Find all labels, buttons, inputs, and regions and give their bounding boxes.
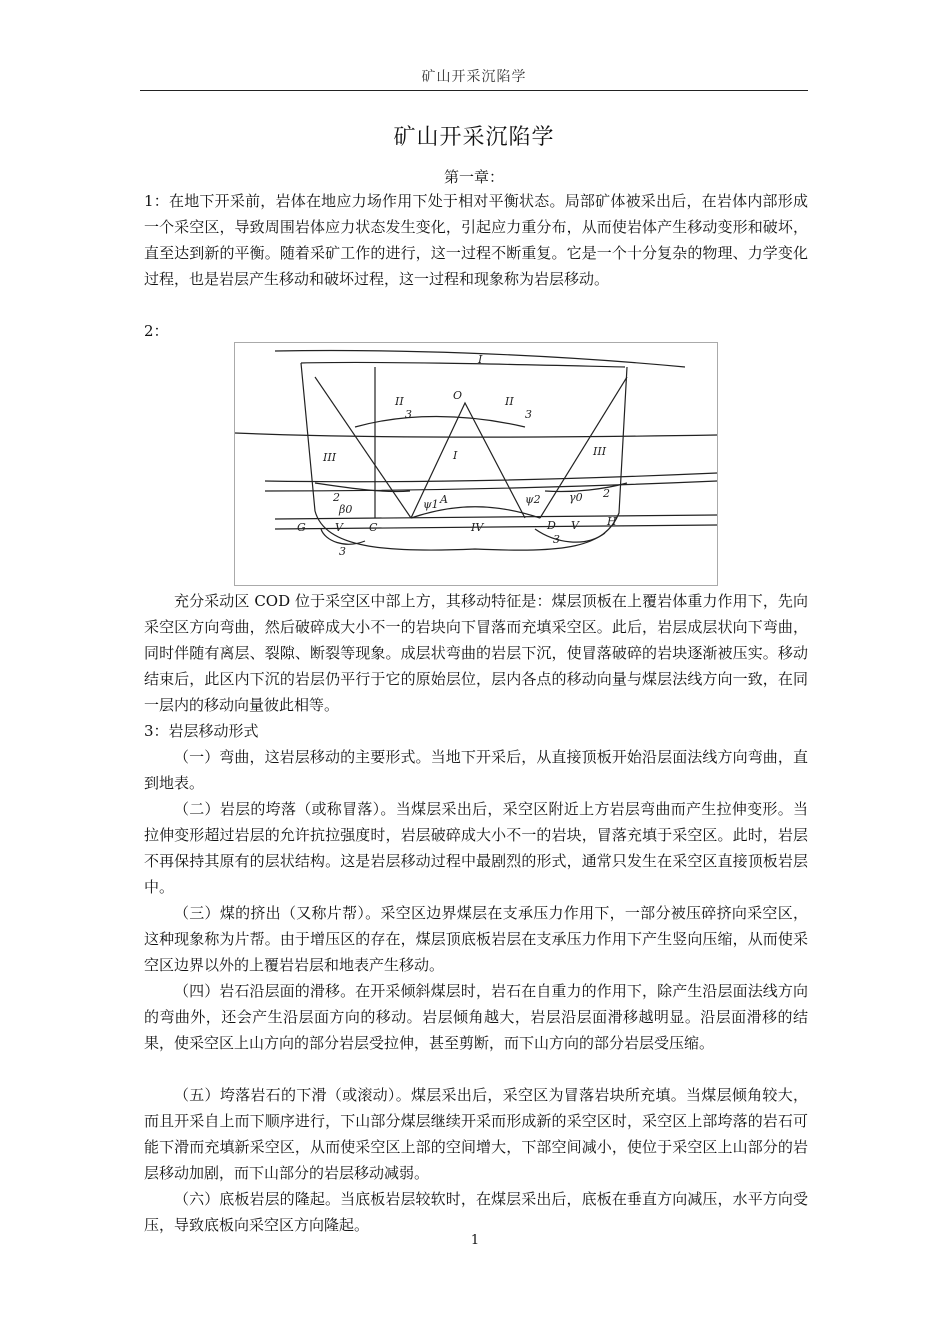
svg-text:H: H [607, 515, 617, 528]
header-rule [140, 90, 808, 91]
svg-text:A: A [440, 493, 448, 506]
chapter-heading: 第一章： [443, 168, 504, 186]
page-number: 1 [470, 1233, 480, 1248]
svg-text:2: 2 [603, 487, 610, 500]
svg-text:V: V [335, 521, 343, 534]
section-3-item-3: （三）煤的挤出（又称片帮）。采空区边界煤层在支承压力作用下，一部分被压碎挤向采空区，这种现象称为片帮。由于增压区的存在，煤层顶底板岩层在支承压力作用下产生竖向压缩，从而使采空区边界以外的上覆岩岩层和地表产生移动。 [144, 904, 808, 974]
section-2-paragraph: 充分采动区 COD 位于采空区中部上方，其移动特征是：煤层顶板在上覆岩体重力作用下，先向采空区方向弯曲，然后破碎成大小不一的岩块向下冒落而充填采空区。此后，岩层成层状向下弯曲，同时伴随有离层、裂隙、断裂等现象。成层状弯曲的岩层下沉，使冒落破碎的岩块逐渐被压实。移动结束后，此区内下沉的岩层仍平行于它的原始层位，层内各点的移动向量与煤层法线方向一致，在同一层内的移动向量彼此相等。 [144, 592, 808, 714]
svg-text:II: II [505, 395, 514, 408]
strata-movement-figure [234, 342, 718, 586]
running-header: 矿山开采沉陷学 [421, 69, 527, 85]
svg-text:III: III [593, 445, 607, 458]
svg-text:ψ1: ψ1 [423, 498, 439, 511]
section-1-paragraph: 1：在地下开采前，岩体在地应力场作用下处于相对平衡状态。局部矿体被采出后，在岩体内部形成一个采空区，导致周围岩体应力状态发生变化，引起应力重分布，从而使岩体产生移动变形和破坏，直至达到新的平衡。随着采矿工作的进行，这一过程不断重复。它是一个十分复杂的物理、力学变化过程，也是岩层产生移动和破坏过程，这一过程和现象称为岩层移动。 [144, 192, 808, 288]
svg-text:III: III [323, 451, 337, 464]
svg-text:IV: IV [471, 521, 484, 534]
svg-text:β0: β0 [339, 503, 353, 516]
svg-text:3: 3 [339, 545, 346, 558]
svg-text:2: 2 [333, 491, 340, 504]
section-3-item-1: （一）弯曲，这岩层移动的主要形式。当地下开采后，从直接顶板开始沿层面法线方向弯曲，直到地表。 [144, 748, 808, 792]
svg-text:I: I [478, 353, 483, 366]
strata-diagram [235, 343, 717, 585]
svg-text:G: G [297, 521, 306, 534]
section-3-item-2: （二）岩层的垮落（或称冒落）。当煤层采出后，采空区附近上方岩层弯曲而产生拉伸变形。当拉伸变形超过岩层的允许抗拉强度时，岩层破碎成大小不一的岩块，冒落充填于采空区。此时，岩层不再保持其原有的层状结构。这是岩层移动过程中最剧烈的形式，通常只发生在采空区直接顶板岩层中。 [144, 800, 808, 896]
svg-text:3: 3 [553, 533, 560, 546]
document-title: 矿山开采沉陷学 [393, 125, 555, 150]
svg-text:V: V [571, 519, 579, 532]
svg-text:I: I [453, 449, 458, 462]
svg-text:C: C [369, 521, 378, 534]
section-3-item-6: （六）底板岩层的隆起。当底板岩层较软时，在煤层采出后，底板在垂直方向减压，水平方向受压，导致底板向采空区方向隆起。 [144, 1190, 808, 1234]
svg-text:γ0: γ0 [569, 491, 583, 504]
svg-text:3: 3 [405, 408, 412, 421]
svg-text:D: D [547, 519, 556, 532]
svg-text:3: 3 [525, 408, 532, 421]
svg-text:ψ2: ψ2 [525, 493, 541, 506]
svg-text:II: II [395, 395, 404, 408]
section-2-label: 2： [144, 322, 169, 340]
section-3-heading: 3：岩层移动形式 [144, 722, 259, 740]
section-3-item-5: （五）垮落岩石的下滑（或滚动）。煤层采出后，采空区为冒落岩块所充填。当煤层倾角较大，而且开采自上而下顺序进行，下山部分煤层继续开采而形成新的采空区时，采空区上部垮落的岩石可能下滑而充填新采空区，从而使采空区上部的空间增大，下部空间减小，使位于采空区上山部分的岩层移动加剧，而下山部分的岩层移动减弱。 [144, 1086, 808, 1182]
section-3-item-4: （四）岩石沿层面的滑移。在开采倾斜煤层时，岩石在自重力的作用下，除产生沿层面法线方向的弯曲外，还会产生沿层面方向的移动。岩层倾角越大，岩层沿层面滑移越明显。沿层面滑移的结果，使采空区上山方向的部分岩层受拉伸，甚至剪断，而下山方向的部分岩层受压缩。 [144, 982, 808, 1052]
svg-text:O: O [453, 389, 463, 402]
